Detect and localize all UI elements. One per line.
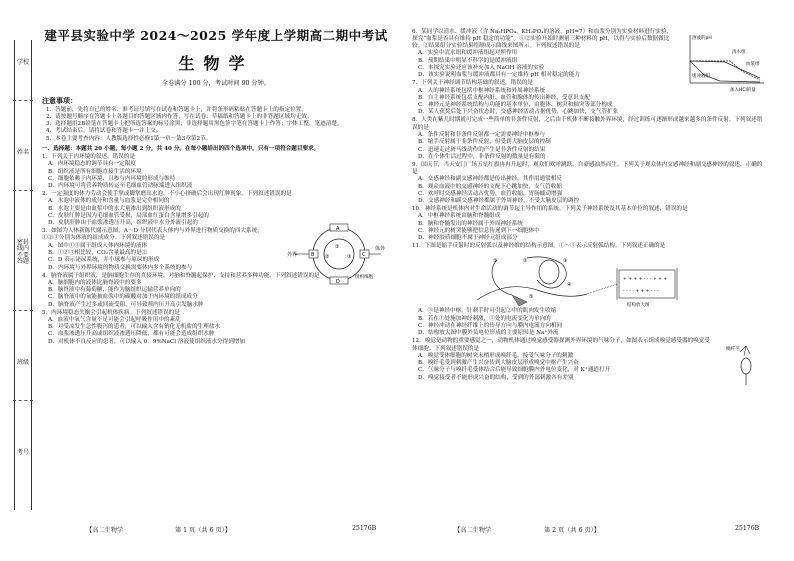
question-stem: 3．如图为人体新陈代谢示意图，A～D 分别代表人体内与外界进行物质交换的四大系统，①②③分别为体液的组成成分。下列叙述错误的是	[42, 228, 263, 242]
diagram-label-a: A	[336, 226, 340, 233]
seal-sidebar	[14, 40, 32, 510]
question-option: A．交感神经和副交感神经都是传出神经，其作用通常相反	[418, 176, 562, 183]
question-option: A．人的神经系统包括中枢神经系统和外周神经系统	[418, 87, 546, 94]
question-option: A．内环境稳态的调节具有一定限度	[48, 161, 136, 168]
arc-label-5: ⑤	[529, 294, 534, 301]
question-stem: 7．下列关于神经调节结构基础的叙述，错误的是	[412, 80, 534, 87]
sidebar-class: 班级	[16, 359, 29, 366]
membrane-bottom: - - - - + + + - - -	[623, 289, 659, 295]
question-option: A．条件反射和非条件反射都一定需要神经中枢参与	[418, 131, 546, 138]
diagram-label-cells: 组织细胞	[355, 275, 373, 281]
question-9	[412, 162, 767, 206]
question-option: D．对机体不良反应的患者，可以输入 0．9%NaCl 溶液使组织液水分得到增加	[48, 338, 245, 345]
question-option: D．在个体生活过程中，非条件反射的数量是有限的	[418, 153, 546, 160]
membrane-top: + + + + - - - + + +	[623, 277, 668, 283]
question-option: D．内环境可将营养物质转运至毛细血管动脉端进入组织液	[48, 183, 193, 190]
question-option: B．观众血液中的交感神经的支配下心跳加快，支气管收缩	[418, 183, 562, 190]
question-1	[42, 154, 390, 190]
question-stem: 12．嗅觉是动物的重要感觉之一，动物机体通过嗅觉感受器探测外界环境的气味分子，如图表示组成嗅觉感受器的嗅觉受体细胞。下列叙述错误的是	[412, 338, 710, 352]
question-option: C．本探究实验还应该补充加入 NaOH 溶液的实验	[418, 65, 545, 72]
olfactory-cell-diagram	[726, 342, 766, 386]
sidebar-marks: 密封线内不要答题	[16, 239, 29, 266]
diagram-label-c: C	[362, 252, 366, 259]
question-option: C．神经冲动在神经纤维上的传导方向与膜内电流方向相同	[418, 323, 563, 330]
question-option: D．交感神经和副交感神经都属于外周神经，不受大脑皮层的调控	[418, 198, 580, 205]
question-option: A．嗅觉受体细胞的树突末梢形成嗅纤毛，接受气味分子的刺激	[418, 352, 574, 359]
question-option: B．自主神经系统包括支配内脏、血管和腺体的传出神经，受意识支配	[418, 94, 590, 101]
question-option: B．水泡主要是由血浆中的水大量渗出到组织液形成的	[48, 205, 181, 212]
question-option: C．脑脊液中的氧能被血浆中的碳酸对加于内环境的组成成分	[48, 294, 198, 301]
question-stem: 5．内环境稳态失衡会引起机体疾病。下列叙述错误的是	[42, 309, 180, 316]
series-label-water: 清水组	[732, 49, 746, 55]
diagram-label-d: D	[336, 279, 340, 286]
diagram-label-1: ①	[335, 244, 340, 251]
note-item: 3．选择题用2B铅笔在答题卡上把所选答案的标号涂黑；非选择题用黑色签字笔在答题卡上作答；字体工整，笔迹清楚。	[46, 121, 343, 128]
section-heading: 一、选择题：本题共 20 小题，每小题 2 分，共 40 分。在每小题给出的四个选项中，只有一项符合题目要求。	[42, 146, 320, 153]
question-option: B．对受凉发生急性腹泻的患者，可以输入含有钠化无机盐的生理盐水	[48, 324, 220, 331]
question-option: B．预期结果中明显不科学的是缓冲液组	[418, 57, 518, 64]
notes-heading: 注意事项：	[42, 96, 77, 106]
question-option: C．细胞依赖于内环境，且参与内环境的形成与维持	[48, 175, 176, 182]
question-option: C．神经元的树突能够把信息传递到下一细胞体中	[418, 227, 540, 234]
question-option: D．脑脊液产生过多或回流受阻，可导致颅内压升高引发脑水肿	[48, 301, 204, 308]
question-option: C．神经元是神经系统结构与功能的基本单位，由胞体、树突和轴突等部分构成	[418, 102, 613, 109]
footer-left-page: 第 1 页（共 6 页）】	[175, 527, 231, 534]
question-option: A．血液中氧气含量不足可能会引起呼吸作用中的紊乱	[48, 316, 181, 323]
seal-dash	[13, 310, 33, 311]
arc-label-2: ②	[523, 258, 528, 265]
seal-dash	[13, 100, 33, 101]
question-option: C．D 表示泌尿系统，并小球参与原尿的形成	[48, 257, 160, 264]
note-item: 1．答题前，先将自己的姓名、准考证号填写在试卷和答题卡上，并将条形码粘贴在答题卡上的指定位置。	[46, 106, 307, 113]
question-option: D．嗅觉接受者不能形成兴奋的结构，受到的外部刺激各有差别	[418, 374, 574, 381]
question-option: A．脑细胞内的液体比脑脊液中的要多	[48, 279, 142, 286]
question-option: C．欢呼时交感神经活动占优势，血管收缩，胃肠蠕动增强	[418, 190, 563, 197]
question-option: B．脑和脊髓发出的神经属于外周神经系统	[418, 220, 523, 227]
seal-dash	[13, 190, 33, 191]
question-11	[412, 243, 767, 337]
diagram-label-2: ②	[325, 254, 330, 261]
question-5	[42, 310, 390, 346]
cilia-label: 嗅纤毛	[726, 347, 740, 353]
footer-left-code: 25176B	[352, 525, 377, 532]
score-line: 全卷满分 100 分，考试时间 90 分钟。	[162, 80, 270, 87]
question-stem: 1．下列关于内环境的叙述，错误的是	[42, 153, 136, 160]
sidebar-id: 考号	[16, 449, 29, 456]
exam-title: 建平县实验中学 2024～2025 学年度上学期高二期中考试	[44, 28, 388, 43]
question-option: D．某人获奖后处于兴奋状态时，交感神经活动占据优势，心跳加快，支气管扩张	[418, 109, 619, 116]
question-stem: 6．某同学以清水、缓冲液（含 Na₂HPO₄、KH₂PO₄的溶液，pH=7）和血浆分别为实验材料进行实验，探究“血浆是否具有维持 pH 稳定的功能”。①②实验开始时测量三种材料的 pH，以得与实验后数据做比较；②结果组分实验结果绘制成示曲线来图所示。下列叙述错误的是	[412, 28, 673, 50]
arc-label-1: ①	[493, 258, 498, 265]
question-option: C．迅速走过斑马线动作的产生是非条件反射的结果	[418, 146, 546, 153]
left-column	[42, 28, 390, 346]
question-option: D．结构放大图中膜外负电位形成的主要原因是 Na⁺外流	[418, 330, 559, 337]
question-option: D．神经胶质细胞不属于神经元组成部分	[418, 235, 518, 242]
ph-chart	[680, 31, 768, 93]
question-option: C．皮肤红肿是因为毛细血管受损，局部血红蛋白含量增多引起的	[48, 212, 209, 219]
question-option: A．实验中清水组和缓冲液组起对照作用	[418, 50, 518, 57]
metabolism-diagram	[287, 222, 389, 288]
note-item: 5．本卷主要考查内容：人教版选择性必修1第一章～第3章第2节。	[46, 135, 212, 142]
reflex-arc-diagram	[467, 250, 767, 308]
exam-subject: 生物学	[178, 54, 254, 73]
question-option: D．皮肤肝肿由于血浆渗透压升高，组织液中水分外流引起的	[48, 220, 198, 227]
question-8	[412, 117, 767, 161]
arc-label-4: ④	[567, 282, 572, 289]
diagram-label-b: B	[311, 252, 315, 259]
question-option: B．脑脊液中有葡萄糖，能作为脑组织运输营养单向的	[48, 287, 181, 294]
diagram-label-outer-left: 外界	[287, 252, 298, 259]
series-label-plasma: 血浆组	[746, 61, 760, 67]
note-item: 4．考试结束后，请将试卷和答题卡一并上交。	[46, 128, 162, 135]
sidebar-name: 姓名	[16, 149, 29, 156]
question-option: D．内环境与外界环境的物质交换需要体内多个系统的参与	[48, 264, 193, 271]
question-option: A．中枢神经系统由脑和脊髓组成	[418, 213, 501, 220]
footer-left-label: 【高二生物学	[86, 527, 124, 534]
sidebar-school: 学校	[16, 59, 29, 66]
question-stem: 9．国庆节，当天安门广场五星红旗冉冉升起时，观众们欢呼跳跃，自豪感油然而生。下列关于观众体内交感神经和副交感神经的叙述，正确的是	[412, 161, 763, 176]
chart-ylabel: 溶液的pH	[692, 35, 712, 41]
series-label-buffer: 缓冲液组	[692, 73, 710, 79]
question-option: D．该实验说明血浆与缓冲液都具有一定维持 pH 相对稳定的能力	[418, 72, 580, 79]
question-option: A．③是神经中枢，针刺手时可引起②中的肌肉发生收缩	[418, 308, 557, 315]
question-stem: 2．一定强度的体力劳动会使手掌或脚掌磨出水泡，不小心挤破后会出现红肿现象。下列叙述错误的是	[42, 191, 292, 198]
chart-xlabel: 加入HCl的量	[730, 87, 756, 93]
question-stem: 10．神经系统是机体内对生命活动的调节起主导作用的系统。下列关于神经系统及其基本单位的叙述，错误的是	[412, 206, 688, 213]
question-stem: 11．下图是缩手反射时的反射弧以及神经维的结构示意图。①～⑤表示反射弧结构。下列叙述正确的是	[412, 243, 666, 250]
footer-right-page: 第 2 页（共 6 页）】	[544, 527, 600, 534]
question-option: B．嗅纤毛受到刺激产生兴奋传到大脑皮层形成嗅觉中枢产生兴奋	[418, 360, 579, 367]
question-10	[412, 206, 767, 242]
diagram-label-outer-right: 体外	[375, 246, 386, 253]
right-column	[412, 28, 767, 382]
question-stem: 4．脑脊液属于组织液，是脑细胞生存的直接环境，对脑和脊髓起保护、支持和营养多种功能。下列叙述错误的是	[42, 272, 320, 279]
question-option: A．水泡中液体的成分和含量与血浆是完全相同的	[48, 198, 170, 205]
seal-dash	[13, 400, 33, 401]
question-option: B．缩手反射属于非条件反射，但受到大脑皮层的控制	[418, 139, 551, 146]
question-option: B．①②③相比较，CO₂含量最高的是②	[48, 250, 148, 257]
note-item: 2．请按题号顺序在答题卡上各题目的答题区域内作答，写在试卷、草稿纸和答题卡上的非答题区域均无效。	[46, 113, 313, 120]
question-option: C．气味分子与嗅纤毛受体结合后能导致细胞膜内外电位变化，对 K⁺通道打开	[418, 367, 611, 374]
question-option: A．图中①③属于组成人体内环境的液体	[48, 242, 148, 249]
zoom-label: 结构放大图	[627, 303, 650, 309]
arc-label-3: ③	[563, 258, 568, 265]
question-option: C．血浆渗透压升高或组织液渗透压降低，都有可能会造成组织水肿	[48, 331, 215, 338]
diagram-label-3: ③	[347, 254, 352, 261]
footer-right-label: 【高二生物学	[454, 527, 492, 534]
question-option: B．组织液是所有细胞直接生活的环境	[48, 168, 142, 175]
footer-right-code: 25176B	[735, 525, 760, 532]
question-12	[412, 338, 767, 382]
question-option: B．若在①处施加神经刺激，⑤处的电流变化为单向的	[418, 315, 551, 322]
question-stem: 8．人类在紫儿时期就可完成一些简单的非条件反射，之后由于机体不断接触外界环境，经过训练可逐渐形成越来越多的条件反射。下列叙述错误的是	[412, 117, 763, 131]
